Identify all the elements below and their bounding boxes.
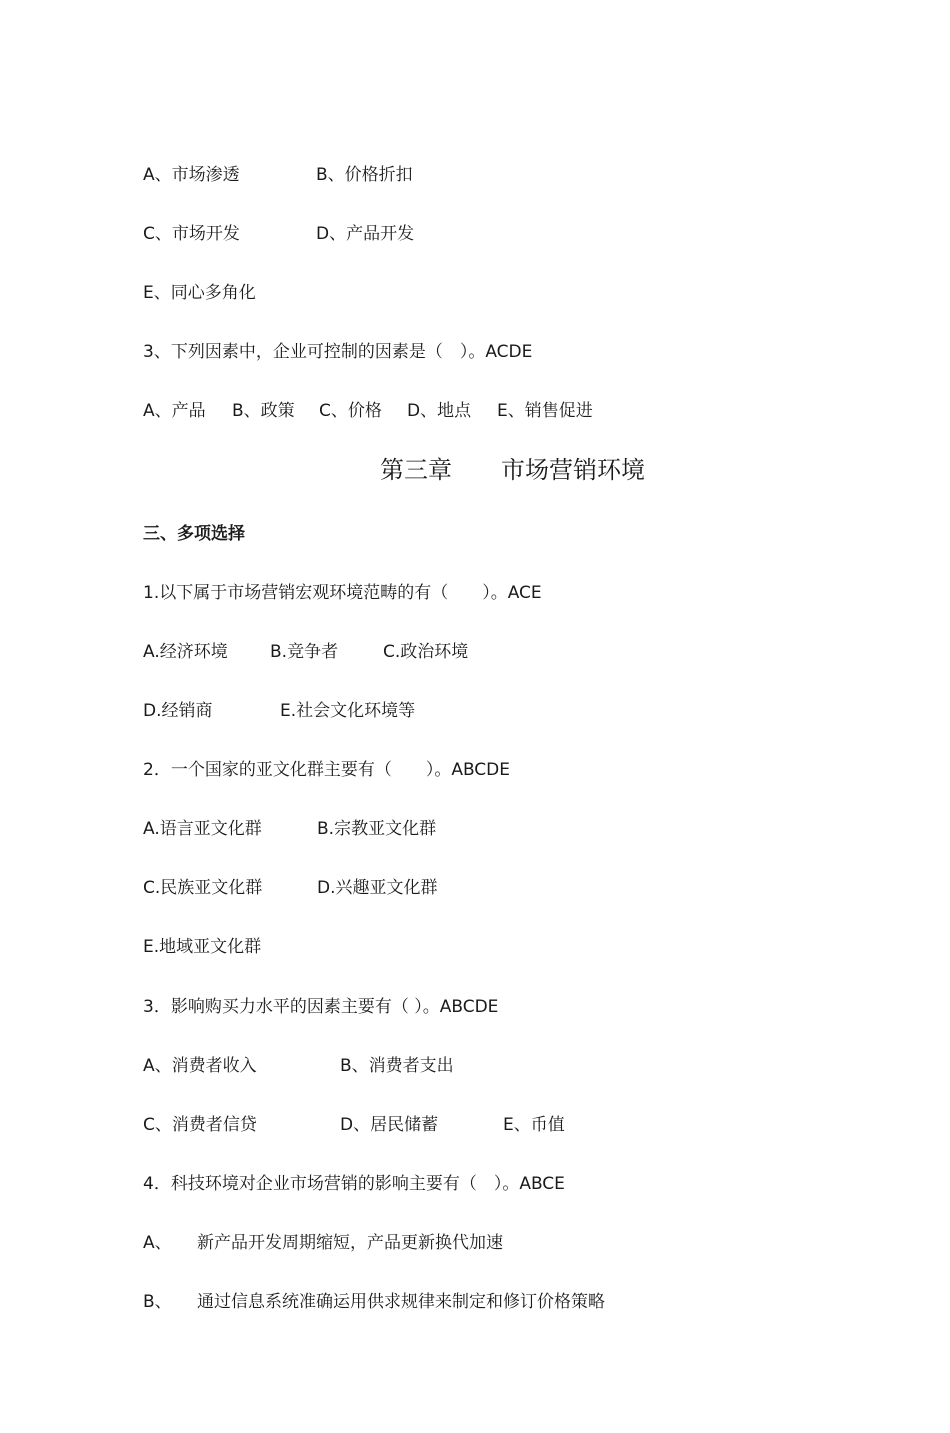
option-d: D、居民储蓄 <box>340 1115 439 1135</box>
option-d: D.兴趣亚文化群 <box>317 878 438 898</box>
option-b: B.宗教亚文化群 <box>317 819 437 839</box>
question-text: 4．科技环境对企业市场营销的影响主要有（ ）。ABCE <box>143 1174 565 1194</box>
question-text: 1.以下属于市场营销宏观环境范畴的有（ ）。ACE <box>143 583 542 603</box>
option-e: E.地域亚文化群 <box>143 937 262 957</box>
option-c: C、价格 <box>319 401 382 421</box>
option-a: A.语言亚文化群 <box>143 819 262 839</box>
option-a: A、产品 <box>143 401 206 421</box>
option-b: B、政策 <box>232 401 295 421</box>
option-d: D、地点 <box>407 401 472 421</box>
option-e: E.社会文化环境等 <box>280 701 416 721</box>
option-c: C、消费者信贷 <box>143 1115 257 1135</box>
option-b: B、消费者支出 <box>340 1056 454 1076</box>
chapter-number: 第三章 <box>380 456 452 484</box>
option-e: E、同心多角化 <box>143 283 256 303</box>
option-c: C、市场开发 <box>143 224 240 244</box>
question-text: 3．影响购买力水平的因素主要有（ ）。ABCDE <box>143 997 499 1017</box>
section-title: 三、多项选择 <box>143 524 245 544</box>
option-label: A、 <box>143 1233 172 1253</box>
question-text: 3、下列因素中，企业可控制的因素是（ ）。ACDE <box>143 342 533 362</box>
option-a: A、消费者收入 <box>143 1056 257 1076</box>
option-e: E、销售促进 <box>497 401 593 421</box>
option-b: B.竞争者 <box>270 642 339 662</box>
option-text: 通过信息系统准确运用供求规律来制定和修订价格策略 <box>197 1292 605 1312</box>
option-label: B、 <box>143 1292 172 1312</box>
option-e: E、币值 <box>503 1115 565 1135</box>
option-c: C.民族亚文化群 <box>143 878 263 898</box>
option-d: D.经销商 <box>143 701 213 721</box>
option-text: 新产品开发周期缩短，产品更新换代加速 <box>197 1233 503 1253</box>
option-a: A、市场渗透 <box>143 165 240 185</box>
option-b: B、价格折扣 <box>316 165 413 185</box>
chapter-title: 市场营销环境 <box>501 456 645 484</box>
question-text: 2．一个国家的亚文化群主要有（ ）。ABCDE <box>143 760 511 780</box>
option-a: A.经济环境 <box>143 642 228 662</box>
option-d: D、产品开发 <box>316 224 415 244</box>
option-c: C.政治环境 <box>383 642 469 662</box>
